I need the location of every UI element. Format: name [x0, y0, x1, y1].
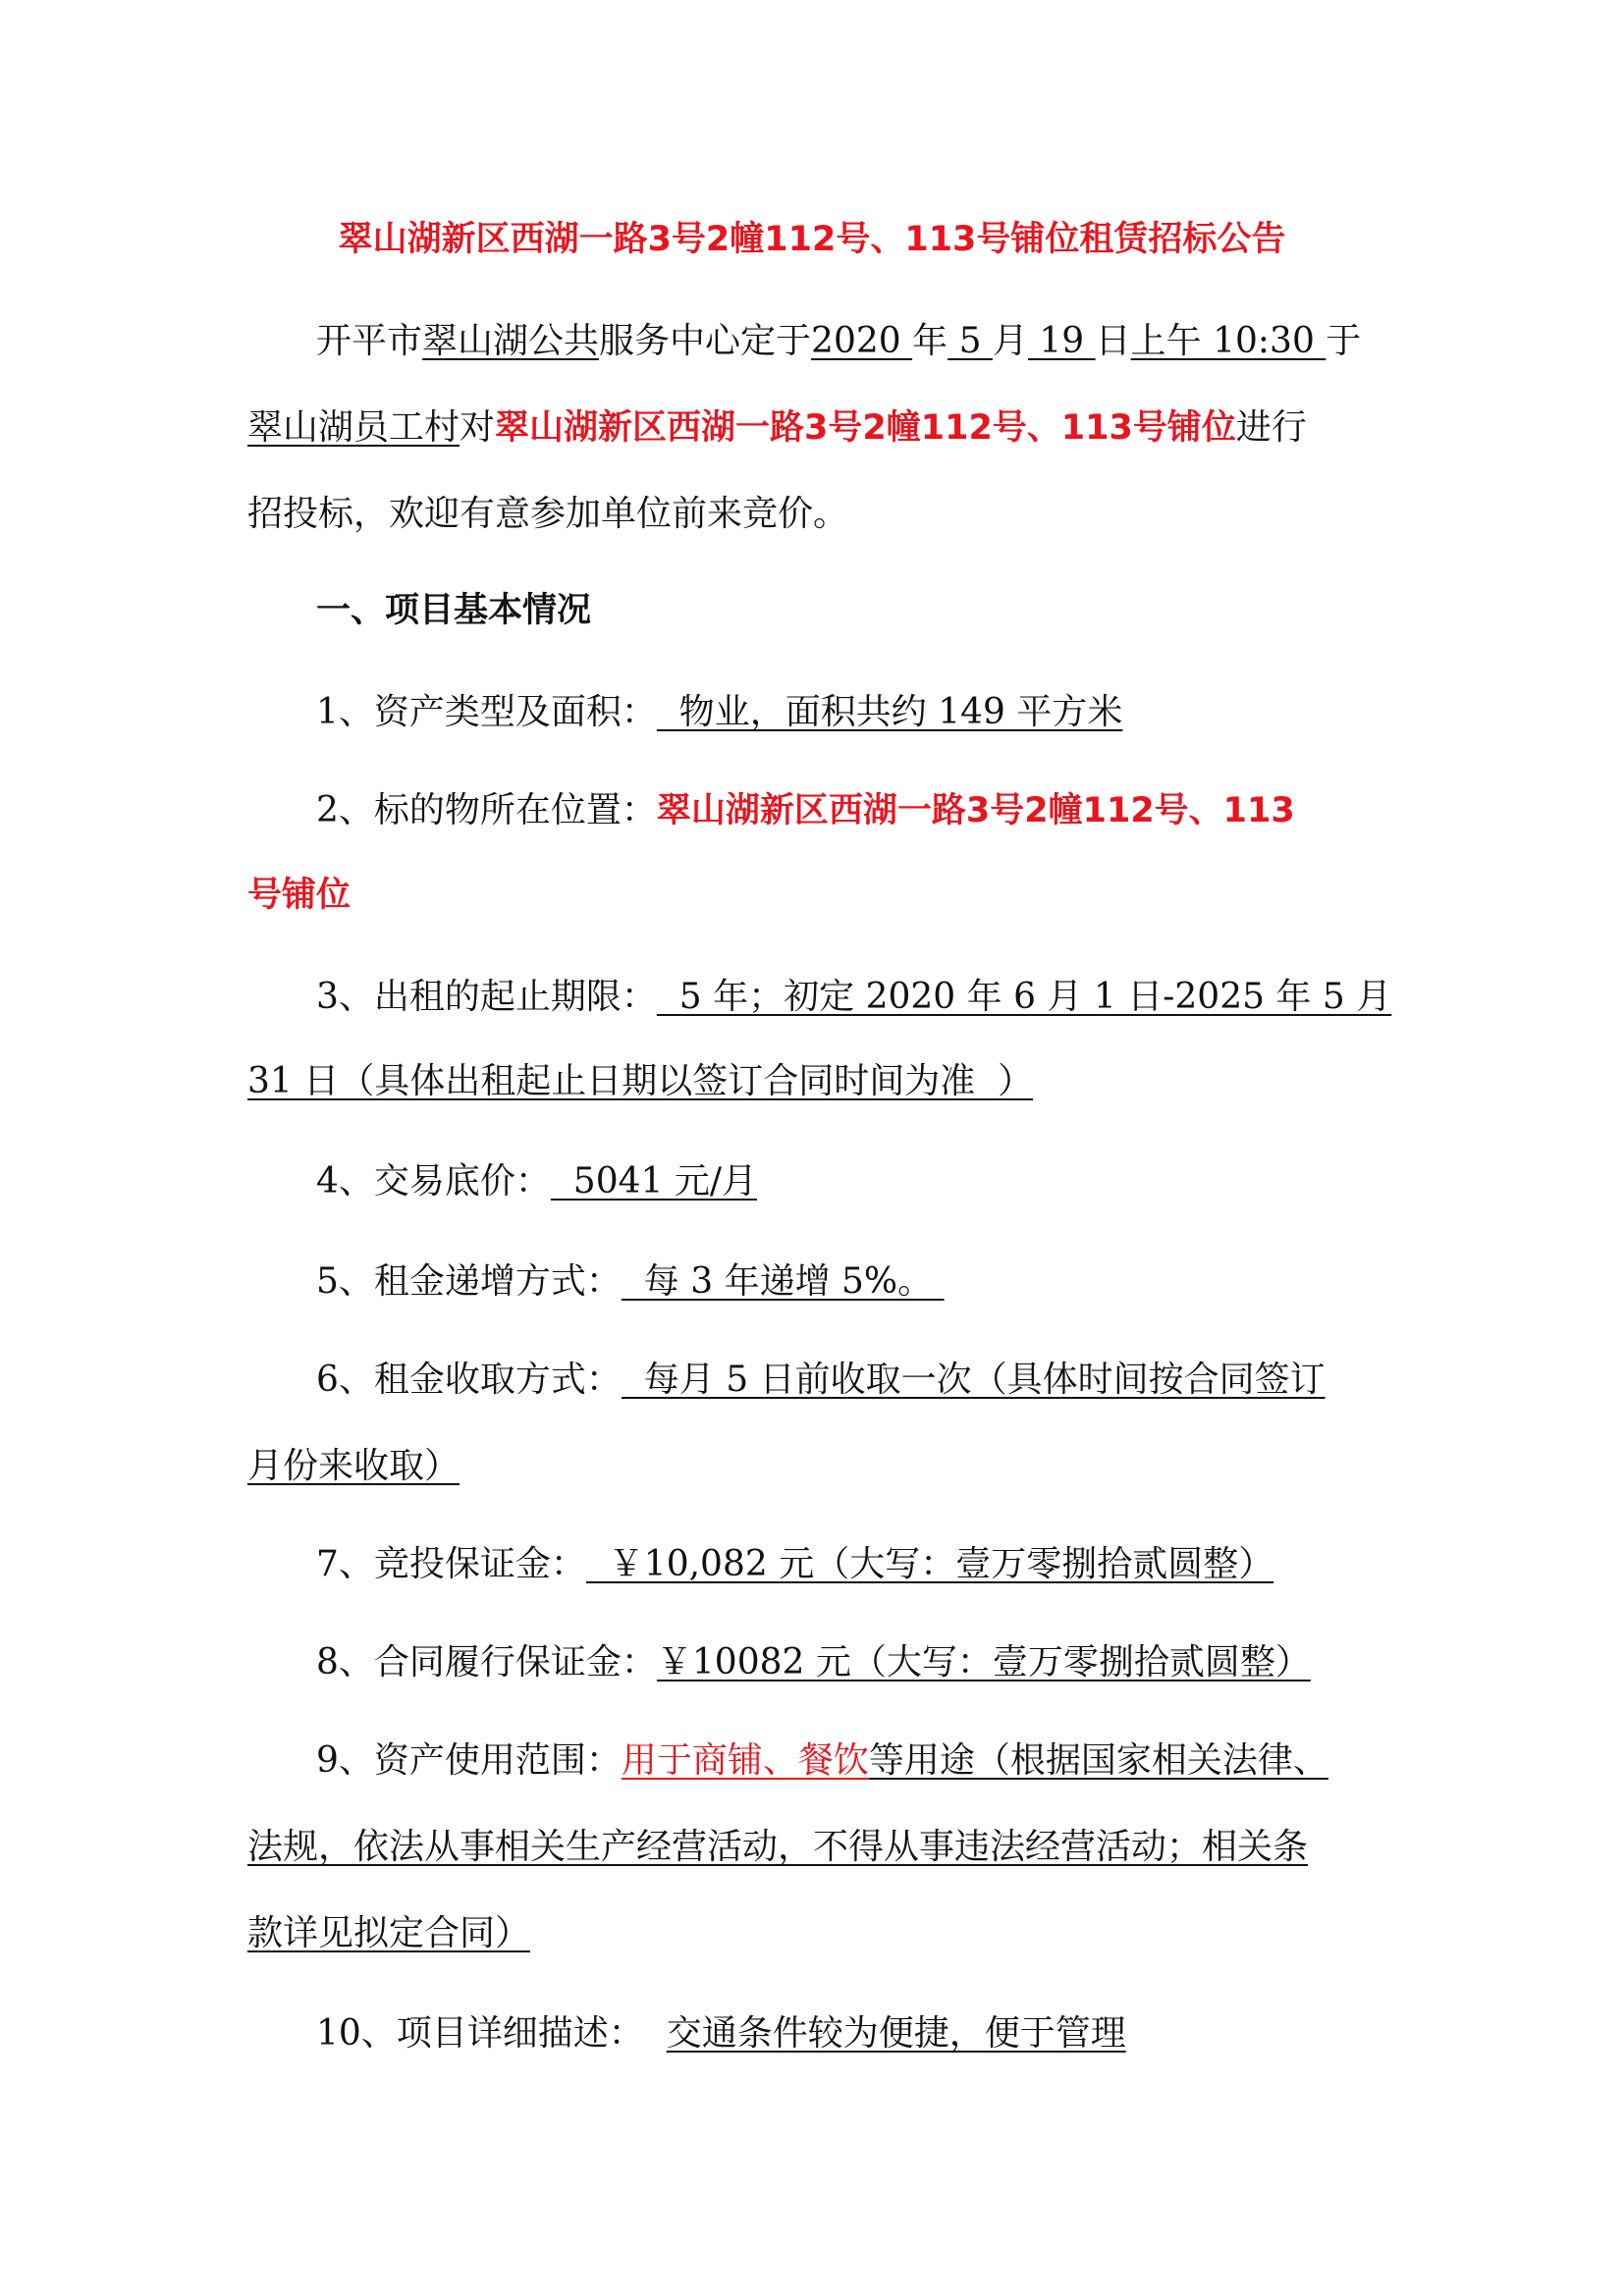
intro-text: 日 — [1095, 321, 1131, 361]
bid-target: 翠山湖新区西湖一路3号2幢112号、113号铺位 — [495, 408, 1236, 448]
item-description — [316, 2008, 1126, 2059]
item-value: 翠山湖新区西湖一路3号2幢112号、113 — [656, 791, 1295, 830]
item-label: 6、租金收取方式： — [316, 1360, 622, 1400]
item-bid-deposit — [316, 1539, 1273, 1590]
item-lease-term — [316, 972, 1391, 1023]
item-usage-scope-cont-2: 款详见拟定合同） — [247, 1913, 531, 1953]
item-label: 1、资产类型及面积： — [316, 692, 657, 732]
item-value: 物业，面积共约 149 平方米 — [656, 692, 1123, 732]
intro-text: 进行 — [1235, 407, 1307, 448]
item-location — [316, 785, 1295, 836]
item-label: 5、租金递增方式： — [316, 1261, 622, 1302]
intro-text: 年 — [912, 321, 948, 361]
item-value-highlight: 用于商铺、餐饮 — [621, 1740, 869, 1781]
bid-day: 19 — [1027, 321, 1096, 361]
item-value: 每 3 年递增 5%。 — [621, 1261, 945, 1302]
page-title: 翠山湖新区西湖一路3号2幢112号、113号铺位租赁招标公告 — [338, 220, 1286, 259]
item-lease-term-cont: 31 日（具体出租起止日期以签订合同时间为准 ） — [247, 1061, 1034, 1101]
item-value: ￥10082 元（大写：壹万零捌拾贰圆整） — [656, 1642, 1311, 1682]
item-label: 8、合同履行保证金： — [316, 1642, 657, 1682]
item-value: 5041 元/月 — [550, 1161, 757, 1201]
bid-year: 2020 — [811, 321, 913, 361]
item-reserve-price — [316, 1156, 757, 1207]
item-label: 4、交易底价： — [316, 1161, 551, 1201]
intro-text: 于 — [1326, 321, 1362, 361]
item-value: 交通条件较为便捷，便于管理 — [666, 2013, 1126, 2054]
intro-text: 月 — [992, 321, 1028, 361]
bid-place: 翠山湖员工村 — [247, 407, 460, 448]
item-label: 2、标的物所在位置： — [316, 790, 657, 830]
intro-line-1 — [316, 316, 1361, 367]
item-rent-collection-cont: 月份来收取） — [247, 1446, 460, 1486]
item-asset-type — [316, 687, 1122, 738]
item-label: 9、资产使用范围： — [316, 1740, 622, 1781]
item-value: ￥10,082 元（大写：壹万零捌拾贰圆整） — [585, 1544, 1274, 1584]
intro-text: 开平市 — [316, 321, 423, 361]
bid-month: 5 — [947, 321, 993, 361]
item-rent-increase — [316, 1256, 945, 1308]
bid-time: 上午 10:30 — [1130, 321, 1326, 361]
item-value: 等用途（根据国家相关法律、 — [868, 1740, 1328, 1781]
intro-text: 对 — [460, 407, 496, 448]
item-label: 7、竞投保证金： — [316, 1544, 586, 1584]
item-value: 每月 5 日前收取一次（具体时间按合同签订 — [621, 1360, 1326, 1400]
item-label: 3、出租的起止期限： — [316, 977, 657, 1017]
item-usage-scope-cont-1: 法规，依法从事相关生产经营活动，不得从事违法经营活动；相关条 — [247, 1827, 1309, 1867]
organization-name: 翠山湖公共 — [422, 321, 600, 361]
item-usage-scope — [316, 1735, 1328, 1787]
intro-line-3: 招投标，欢迎有意参加单位前来竞价。 — [247, 494, 849, 534]
intro-text: 服务中心定于 — [599, 321, 812, 361]
item-performance-deposit — [316, 1637, 1311, 1688]
item-location-cont: 号铺位 — [247, 876, 352, 915]
item-value: 5 年；初定 2020 年 6 月 1 日-2025 年 5 月 — [656, 977, 1392, 1017]
item-label: 10、项目详细描述： — [316, 2013, 644, 2054]
item-rent-collection — [316, 1355, 1326, 1406]
item-spacer — [644, 2013, 667, 2054]
intro-line-2 — [247, 402, 1307, 454]
section-heading: 一、项目基本情况 — [316, 591, 592, 630]
